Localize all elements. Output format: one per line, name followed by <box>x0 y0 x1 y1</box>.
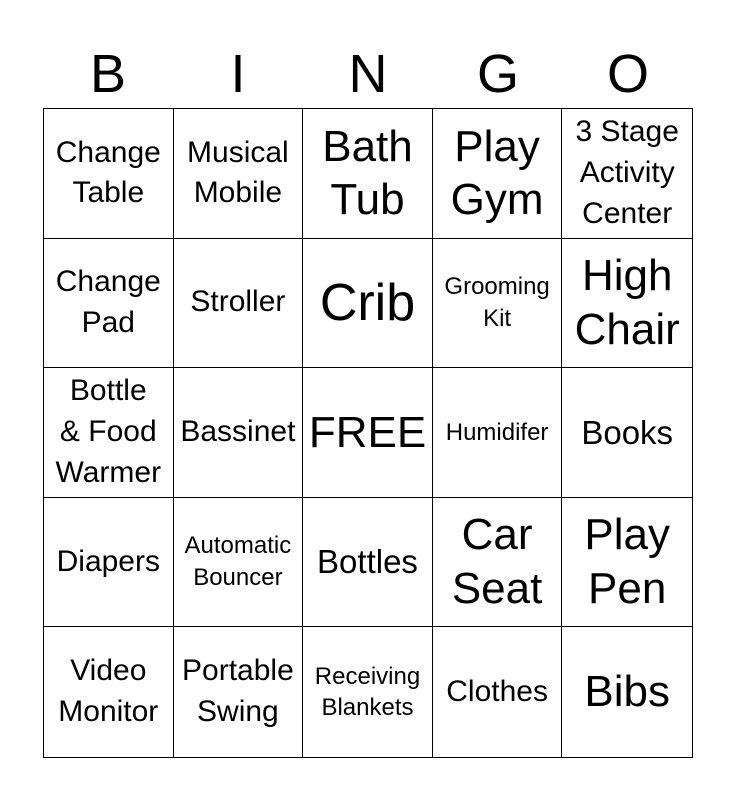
bingo-cell-label: Bath Tub <box>322 121 413 225</box>
bingo-cell[interactable] <box>303 109 433 239</box>
bingo-cell-label: Stroller <box>190 285 286 319</box>
bingo-cell-label: Clothes <box>446 674 548 708</box>
bingo-cell-label: Video Monitor <box>58 654 159 729</box>
bingo-cell-label: Play Gym <box>450 121 544 225</box>
bingo-cell[interactable] <box>44 627 174 757</box>
bingo-cell[interactable] <box>44 498 174 628</box>
bingo-cell[interactable] <box>174 368 304 498</box>
bingo-cell-label: Car Seat <box>451 510 543 614</box>
bingo-cell[interactable] <box>433 239 563 369</box>
free-space-cell[interactable] <box>303 368 433 498</box>
bingo-cell-label: Play Pen <box>584 510 670 614</box>
bingo-cell-label: Automatic Bouncer <box>184 532 292 592</box>
header-letter-n: N <box>348 44 388 104</box>
bingo-cell[interactable] <box>44 109 174 239</box>
bingo-cell[interactable] <box>433 498 563 628</box>
bingo-cell[interactable] <box>433 368 563 498</box>
bingo-cell-label: Bottle & Food Warmer <box>55 374 162 489</box>
bingo-cell-label: Humidifer <box>445 418 549 446</box>
bingo-cell-label: Bibs <box>584 667 670 717</box>
bingo-cell[interactable] <box>303 239 433 369</box>
bingo-cell[interactable] <box>562 109 692 239</box>
header-letter-o: O <box>606 44 649 104</box>
bingo-cell-label: FREE <box>308 407 427 457</box>
bingo-cell-label: Change Table <box>55 135 161 210</box>
bingo-cell[interactable] <box>562 627 692 757</box>
bingo-cell[interactable] <box>562 239 692 369</box>
bingo-cell[interactable] <box>174 627 304 757</box>
bingo-cell[interactable] <box>303 498 433 628</box>
bingo-cell[interactable] <box>174 498 304 628</box>
bingo-header <box>43 40 693 108</box>
bingo-cell-label: 3 Stage Activity Center <box>575 115 679 230</box>
bingo-cell-label: Crib <box>319 273 416 332</box>
bingo-cell-label: Grooming Kit <box>444 273 550 332</box>
header-letter-b: B <box>89 44 127 104</box>
bingo-cell-label: Musical Mobile <box>187 135 289 210</box>
bingo-cell[interactable] <box>174 109 304 239</box>
bingo-cell[interactable] <box>174 239 304 369</box>
bingo-cell-label: Portable Swing <box>182 654 294 729</box>
bingo-cell-label: Bassinet <box>180 415 296 449</box>
bingo-board <box>43 108 693 758</box>
header-letter-g: G <box>476 44 519 104</box>
bingo-cell-label: Diapers <box>56 544 160 578</box>
bingo-cell[interactable] <box>44 368 174 498</box>
bingo-cell-label: Books <box>581 413 674 451</box>
bingo-cell[interactable] <box>44 239 174 369</box>
bingo-cell[interactable] <box>562 498 692 628</box>
bingo-cell[interactable] <box>433 627 563 757</box>
bingo-cell[interactable] <box>303 627 433 757</box>
bingo-cell-label: Change Pad <box>55 265 161 339</box>
header-letter-i: I <box>230 44 246 104</box>
bingo-cell[interactable] <box>433 109 563 239</box>
bingo-cell[interactable] <box>562 368 692 498</box>
bingo-cell-label: Bottles <box>317 543 418 581</box>
bingo-cell-label: High Chair <box>574 251 680 354</box>
bingo-cell-label: Receiving Blankets <box>314 662 421 722</box>
